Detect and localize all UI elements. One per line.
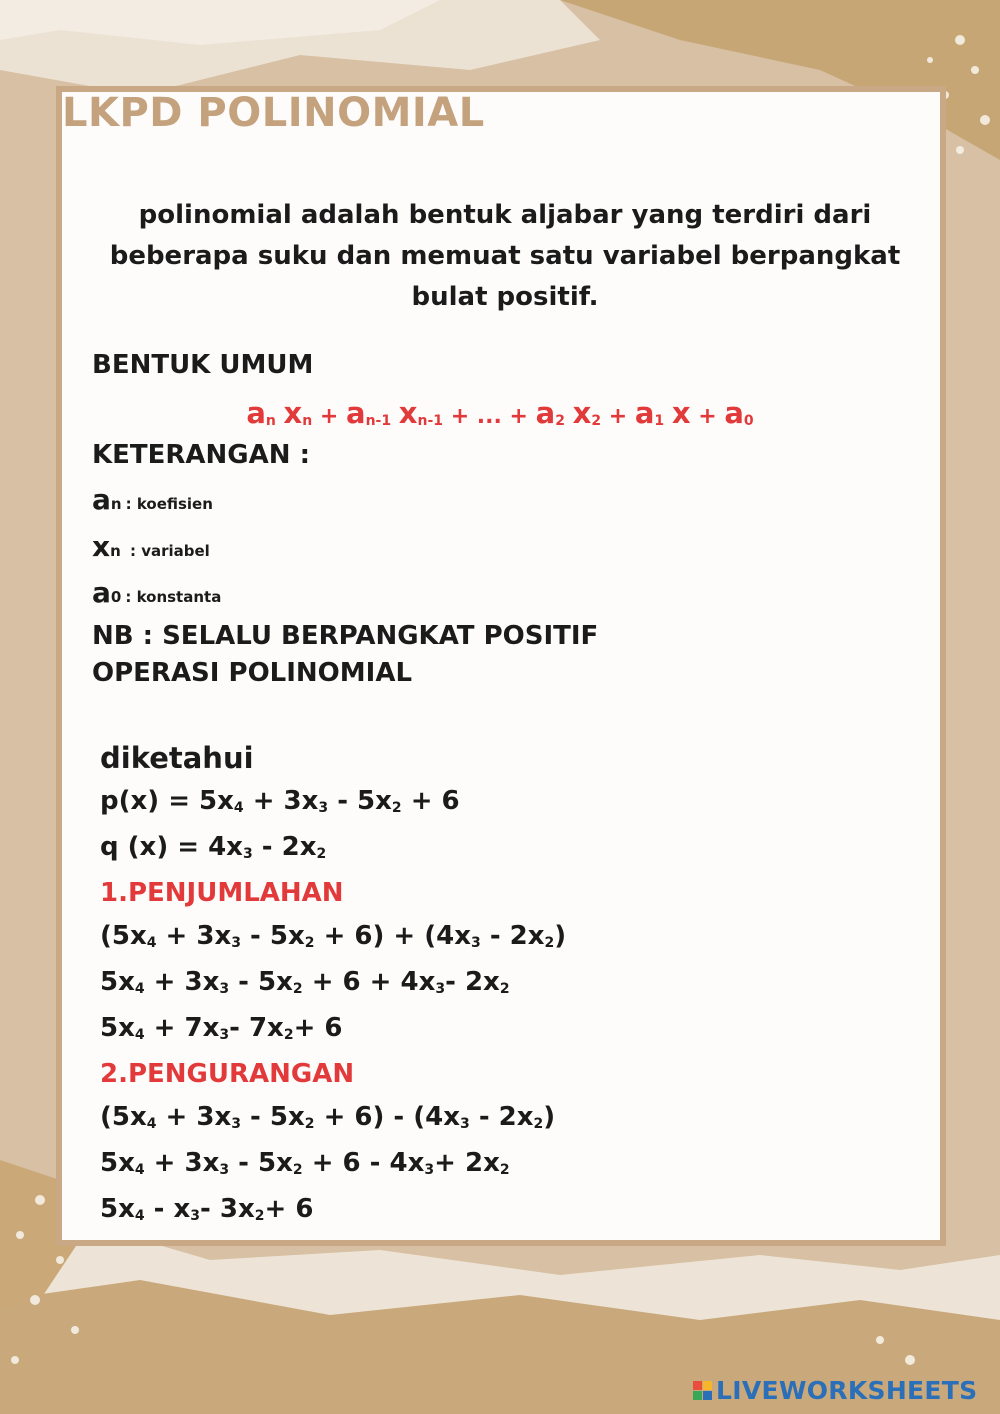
penjumlahan-step-2: $5x_4 + 3x_3 - 5x_2 + 6 + 4x_3-$ $2x_2$ [100, 967, 510, 997]
general-form-formula: $a_n$ $x_n + a_{n-1}$ $x_{n-1}$ + ... + $a_2$ $x_2 + a_1$ $x + a_0$ [246, 396, 754, 430]
liveworksheets-wordmark: LIVEWORKSHEETS [716, 1376, 978, 1405]
q-of-x: q $(x) = 4x_3 - 2x_2$ [100, 832, 327, 862]
penjumlahan-step-1: $(5x_4 + 3x_3 - 5x_2 + 6) + (4x_3 - 2x_2)$ [100, 921, 567, 951]
penjumlahan-result: $5x_4 + 7x_3-$ $7x_2+ 6$ [100, 1013, 343, 1043]
p-of-x: $p(x) = 5x_4 + 3x_3 - 5x_2 + 6$ [100, 786, 460, 816]
penjumlahan-heading: 1.PENJUMLAHAN [100, 878, 344, 908]
ket-variabel: xn : variabel [92, 530, 210, 563]
pengurangan-step-1: $(5x_4 + 3x_3 - 5x_2 + 6) - (4x_3 - 2x_2)$ [100, 1102, 556, 1132]
page-title: LKPD POLINOMIAL [62, 90, 485, 136]
pengurangan-step-2: $5x_4 + 3x_3 - 5x_2 + 6 - 4x_3+ 2x_2$ [100, 1148, 510, 1178]
intro-definition: polinomial adalah bentuk aljabar yang terdiri dari beberapa suku dan memuat satu variabel berpangkat bulat positif. [109, 200, 901, 312]
ket-koefisien: an : koefisien [92, 483, 213, 516]
keterangan-heading: KETERANGAN : [92, 440, 310, 470]
pengurangan-result: $5x_4 - x_3-$ $3x_2+ 6$ [100, 1194, 314, 1224]
bentuk-umum-heading: BENTUK UMUM [92, 350, 314, 380]
nb-note: NB : SELALU BERPANGKAT POSITIF [92, 621, 599, 651]
operasi-heading: OPERASI POLINOMIAL [92, 658, 413, 688]
ket-konstanta: a0 : konstanta [92, 576, 222, 609]
pengurangan-heading: 2.PENGURANGAN [100, 1059, 355, 1089]
liveworksheets-mark-icon [693, 1381, 712, 1400]
liveworksheets-logo[interactable] [693, 1376, 977, 1405]
diketahui-label: diketahui [100, 741, 254, 775]
